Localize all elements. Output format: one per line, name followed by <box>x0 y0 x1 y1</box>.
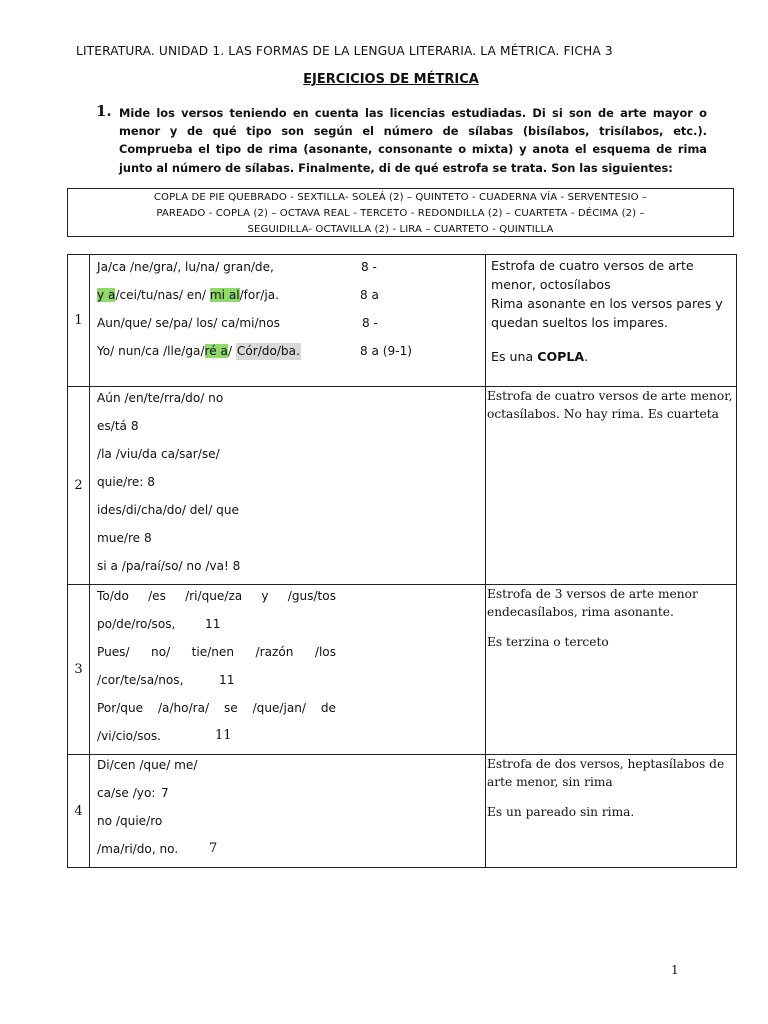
verse-text: Pues/ no/ tie/nen /razón /los <box>97 645 336 659</box>
verse-line <box>90 726 485 754</box>
verse-lines <box>90 585 485 754</box>
verse-text: Yo/ nun/ca /lle/ga/ <box>97 344 205 358</box>
syllable-count: 11 <box>219 673 235 687</box>
verse-text: ca/se /yo: <box>97 786 156 800</box>
stanza-options-line: PAREADO - COPLA (2) – OCTAVA REAL - TERCETO - REDONDILLA (2) – CUARTETA - DÉCIMA (2) – <box>156 208 645 219</box>
verse-cell <box>90 585 486 755</box>
syllable-count: 8 a (9-1) <box>360 344 412 358</box>
row-number: 2 <box>68 387 90 585</box>
answer-cell <box>486 255 737 387</box>
verse-text: Di/cen /que/ me/ <box>97 758 198 772</box>
verse-line: si a /pa/raí/so/ no /va! 8 <box>97 559 241 573</box>
verse-text: /cei/tu/nas/ en/ <box>115 288 210 302</box>
verse-line <box>90 698 485 726</box>
verse-line <box>90 839 485 867</box>
verse-text: /cor/te/sa/nos, <box>97 673 184 687</box>
verse-line: quie/re: 8 <box>97 475 155 489</box>
answer-cell <box>486 387 737 585</box>
verse-text: Por/que /a/ho/ra/ se /que/jan/ de <box>97 701 336 715</box>
verse-line: Aún /en/te/rra/do/ no <box>97 391 224 405</box>
verse-text: no /quie/ro <box>97 814 163 828</box>
answer-line: Estrofa de cuatro versos de arte menor, octosílabos <box>491 258 694 292</box>
answer-line <box>491 347 736 366</box>
verse-cell <box>90 255 486 387</box>
verse-line <box>90 642 485 670</box>
verse-text: /for/ja. <box>239 288 279 302</box>
verse-text: /ma/ri/do, no. <box>97 842 179 856</box>
page-number: 1 <box>671 963 679 977</box>
verse-line <box>90 670 485 698</box>
verse-line: ides/di/cha/do/ del/ que <box>97 503 239 517</box>
verse-text: po/de/ro/sos, <box>97 617 176 631</box>
answer-stanza-name: COPLA <box>537 349 585 364</box>
title-text: EJERCICIOS DE MÉTRICA <box>303 72 479 87</box>
verse-text: To/do /es /ri/que/za y /gus/tos <box>97 589 336 603</box>
row-number: 3 <box>68 585 90 755</box>
verse-text: /vi/cio/sos. <box>97 729 161 743</box>
verse-line <box>90 341 485 369</box>
answer-prefix: Es una <box>491 349 538 364</box>
syllable-count: 7 <box>209 841 218 856</box>
verse-text: Aun/que/ se/pa/ los/ ca/mi/nos <box>97 316 280 330</box>
verse-line <box>90 255 485 285</box>
verse-line <box>90 614 485 642</box>
stanza-options-line: COPLA DE PIE QUEBRADO - SEXTILLA- SOLEÁ (2) – QUINTETO - CUADERNA VÍA - SERVENTESIO – <box>153 192 648 203</box>
syllable-count: 8 a <box>360 288 379 302</box>
verse-line <box>90 285 485 313</box>
exercise-instructions: Mide los versos teniendo en cuenta las licencias estudiadas. Di si son de arte mayor o menor y de qué tipo son según el número de sílabas (bisílabos, trisílabos, etc.). Comprueba el tipo de rima (asonante, consonante o mixta) y anota el esquema de rima junto al número de sílabas. Finalmente, di de qué estrofa se trata. Son las siguientes: <box>119 106 707 175</box>
sinalefa-highlight: ré a <box>204 344 228 358</box>
verse-line <box>90 783 485 811</box>
answer-line: Es terzina o terceto <box>487 635 609 649</box>
verse-line <box>90 586 485 614</box>
verse-lines <box>90 755 485 867</box>
gray-highlight: Cór/do/ba. <box>236 344 300 358</box>
verse-text: Ja/ca /ne/gra/, lu/na/ gran/de, <box>97 260 274 274</box>
verse-line <box>90 313 485 341</box>
answer-text: Estrofa de cuatro versos de arte menor, octasílabos. No hay rima. Es cuarteta <box>487 389 733 421</box>
row-number: 4 <box>68 755 90 868</box>
verse-line <box>90 755 485 783</box>
answer-cell <box>486 585 737 755</box>
answer-line: Estrofa de 3 versos de arte menor endecasílabos, rima asonante. <box>487 587 698 619</box>
table-row <box>68 255 737 387</box>
table-row <box>68 755 737 868</box>
table-row <box>68 387 737 585</box>
syllable-count: 11 <box>215 728 232 743</box>
verse-line: es/tá 8 <box>97 419 139 433</box>
verse-lines <box>90 387 485 584</box>
stanza-options-box <box>67 188 734 237</box>
answer-text <box>486 755 736 821</box>
verse-line: mue/re 8 <box>97 531 152 545</box>
syllable-count: 8 - <box>361 260 377 274</box>
verse-cell <box>90 387 486 585</box>
answer-text <box>486 585 736 651</box>
syllable-count: 11 <box>205 617 221 631</box>
table-row <box>68 585 737 755</box>
verse-cell <box>90 755 486 868</box>
stanza-options-line: SEGUIDILLA- OCTAVILLA (2) - LIRA – CUARTETO - QUINTILLA <box>247 224 554 235</box>
page-title <box>0 72 768 87</box>
answer-line: Es un pareado sin rima. <box>487 805 635 819</box>
exercise-number: 1. <box>96 102 112 120</box>
row-number: 1 <box>68 255 90 387</box>
exercise-table <box>67 254 737 868</box>
verse-text: / <box>227 344 236 358</box>
answer-cell <box>486 755 737 868</box>
page-header: LITERATURA. UNIDAD 1. LAS FORMAS DE LA LENGUA LITERARIA. LA MÉTRICA. FICHA 3 <box>76 44 613 58</box>
answer-line: Estrofa de dos versos, heptasílabos de arte menor, sin rima <box>487 757 725 789</box>
syllable-count: 7 <box>161 786 169 800</box>
verse-line: /la /viu/da ca/sar/se/ <box>97 447 220 461</box>
syllable-count: 8 - <box>362 316 378 330</box>
answer-line: Rima asonante en los versos pares y quedan sueltos los impares. <box>491 296 723 330</box>
verse-line <box>90 811 485 839</box>
sinalefa-highlight: mi al <box>209 288 240 302</box>
answer-text <box>486 255 736 366</box>
answer-suffix: . <box>584 349 589 364</box>
sinalefa-highlight: y a <box>97 288 116 302</box>
